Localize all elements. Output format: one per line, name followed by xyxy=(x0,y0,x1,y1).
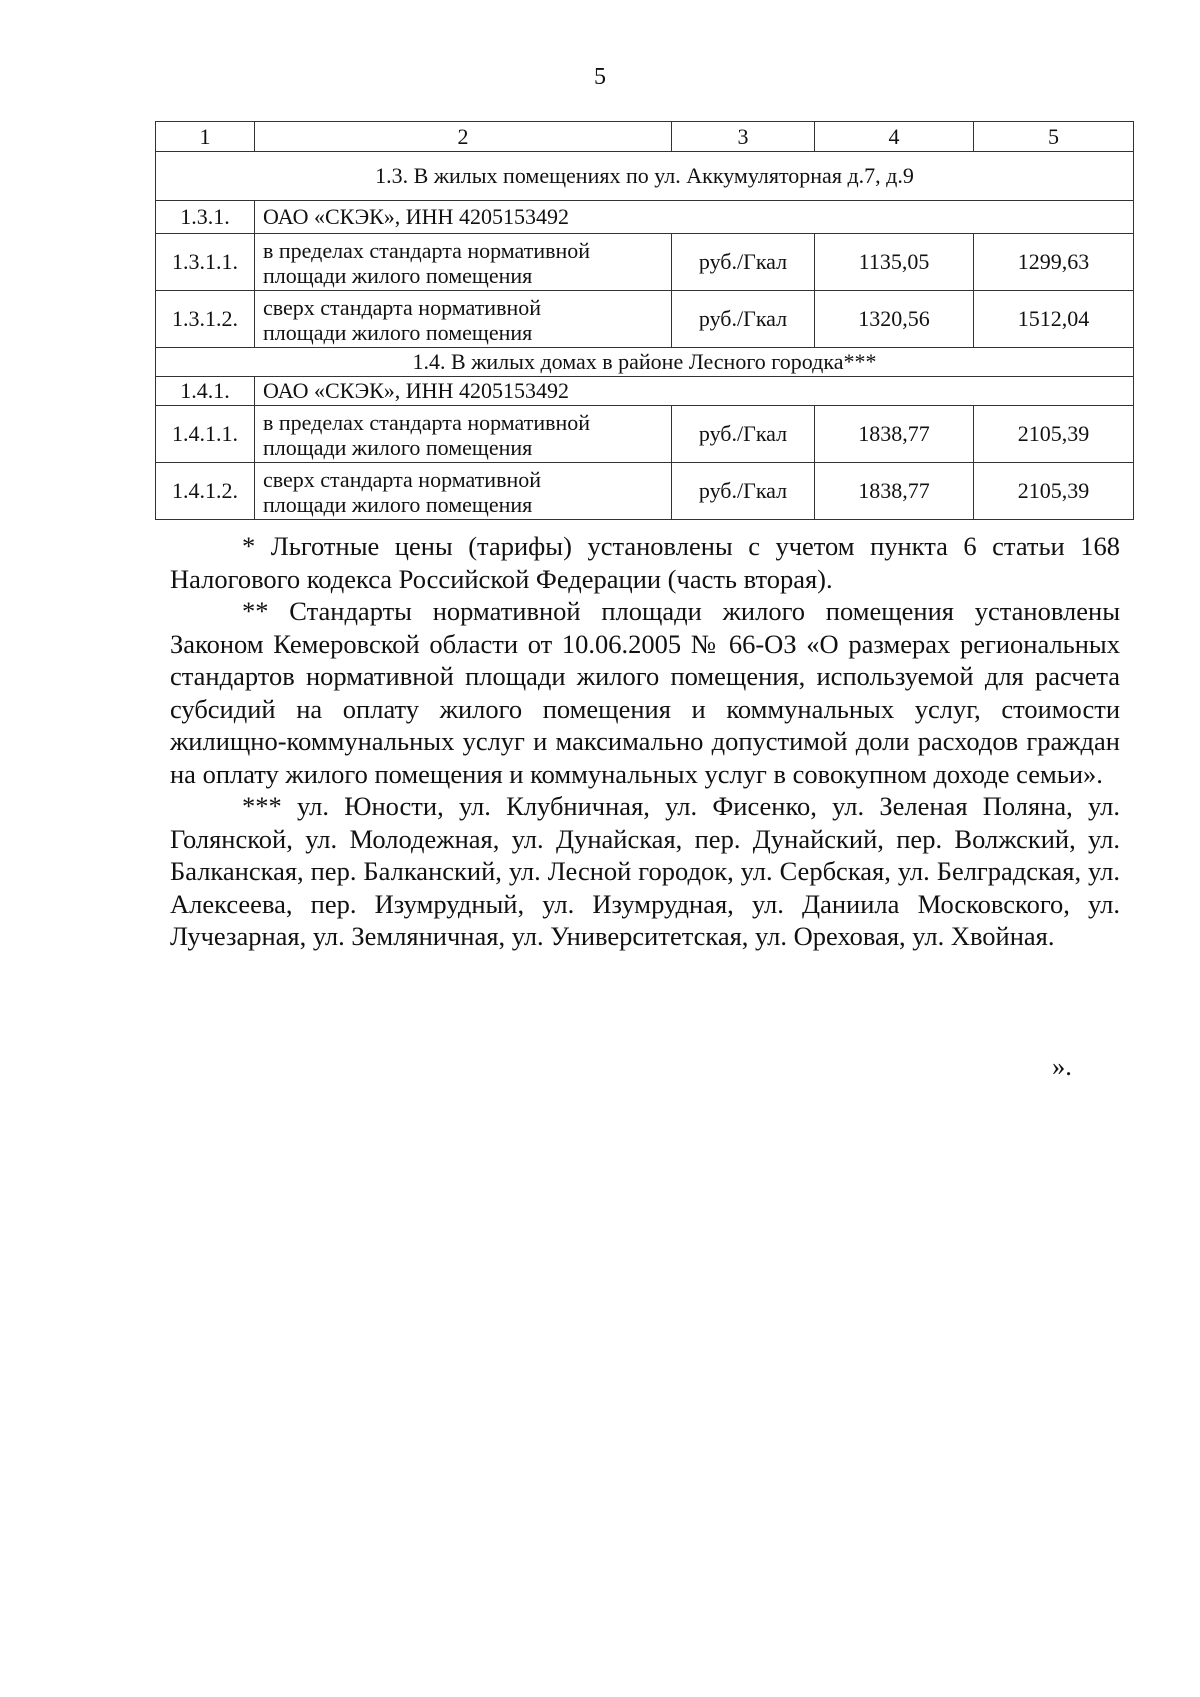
row-number: 1.4.1.1. xyxy=(156,406,255,463)
value-cell: 1838,77 xyxy=(815,406,974,463)
value-cell: 1512,04 xyxy=(974,291,1134,348)
description-line: площади жилого помещения xyxy=(263,435,533,460)
header-cell: 1 xyxy=(156,122,255,152)
footnote-2: ** Стандарты нормативной площади жилого помещения установлены Законом Кемеровской области от 10.06.2005 № 66-ОЗ «О размерах региональных стандартов нормативной площади жилого помещения, используемой для расчета субсидий на оплату жилого помещения и коммунальных услуг, стоимости жилищно-коммунальных услуг и максимально допустимой доли расходов граждан на оплату жилого помещения и коммунальных услуг в совокупном доходе семьи». xyxy=(170,596,1120,789)
value-cell: 1299,63 xyxy=(974,234,1134,291)
row-description xyxy=(255,463,672,520)
header-cell: 5 xyxy=(974,122,1134,152)
row-number: 1.4.1. xyxy=(156,377,255,406)
row-description xyxy=(255,291,672,348)
footnotes xyxy=(170,530,1120,953)
row-number: 1.3.1.1. xyxy=(156,234,255,291)
description-line: сверх стандарта нормативной xyxy=(263,294,542,320)
value-cell: 1838,77 xyxy=(815,463,974,520)
unit-cell: руб./Гкал xyxy=(672,234,815,291)
description-line: в пределах стандарта нормативной xyxy=(263,237,591,263)
section-title-row xyxy=(156,152,1134,201)
row-description xyxy=(255,234,672,291)
row-number: 1.4.1.2. xyxy=(156,463,255,520)
organization-name: ОАО «СКЭК», ИНН 4205153492 xyxy=(255,201,1134,234)
footnote-3: *** ул. Юности, ул. Клубничная, ул. Фисенко, ул. Зеленая Поляна, ул. Голянской, ул. Молодежная, ул. Дунайская, пер. Дунайский, пер. Волжский, ул. Балканская, пер. Балканский, ул. Лесной городок, ул. Сербская, ул. Белградская, ул. Алексеева, пер. Изумрудный, ул. Изумрудная, ул. Даниила Московского, ул. Лучезарная, ул. Земляничная, ул. Университетская, ул. Ореховая, ул. Хвойная. xyxy=(170,791,1120,951)
unit-cell: руб./Гкал xyxy=(672,463,815,520)
description-line: в пределах стандарта нормативной xyxy=(263,409,591,435)
section-title: 1.4. В жилых домах в районе Лесного городка*** xyxy=(156,348,1134,377)
table-row xyxy=(156,406,1134,463)
table-row xyxy=(156,463,1134,520)
value-cell: 2105,39 xyxy=(974,463,1134,520)
section-title: 1.3. В жилых помещениях по ул. Аккумуляторная д.7, д.9 xyxy=(156,152,1134,201)
value-cell: 1135,05 xyxy=(815,234,974,291)
row-description xyxy=(255,406,672,463)
footnote-1: * Льготные цены (тарифы) установлены с учетом пункта 6 статьи 168 Налогового кодекса Российской Федерации (часть вторая). xyxy=(170,531,1120,594)
value-cell: 1320,56 xyxy=(815,291,974,348)
organization-row xyxy=(156,377,1134,406)
organization-name: ОАО «СКЭК», ИНН 4205153492 xyxy=(255,377,1134,406)
page-number: 5 xyxy=(594,64,606,90)
description-line: сверх стандарта нормативной xyxy=(263,466,542,492)
description-line: площади жилого помещения xyxy=(263,320,533,345)
table-row xyxy=(156,291,1134,348)
header-cell: 3 xyxy=(672,122,815,152)
unit-cell: руб./Гкал xyxy=(672,291,815,348)
table-row xyxy=(156,234,1134,291)
header-cell: 4 xyxy=(815,122,974,152)
closing-quote: ». xyxy=(1052,1051,1072,1081)
table-header-row xyxy=(156,122,1134,152)
row-number: 1.3.1.2. xyxy=(156,291,255,348)
description-line: площади жилого помещения xyxy=(263,492,533,517)
tariff-table xyxy=(155,121,1134,520)
row-number: 1.3.1. xyxy=(156,201,255,234)
description-line: площади жилого помещения xyxy=(263,263,533,288)
unit-cell: руб./Гкал xyxy=(672,406,815,463)
value-cell: 2105,39 xyxy=(974,406,1134,463)
section-title-row xyxy=(156,348,1134,377)
organization-row xyxy=(156,201,1134,234)
header-cell: 2 xyxy=(255,122,672,152)
